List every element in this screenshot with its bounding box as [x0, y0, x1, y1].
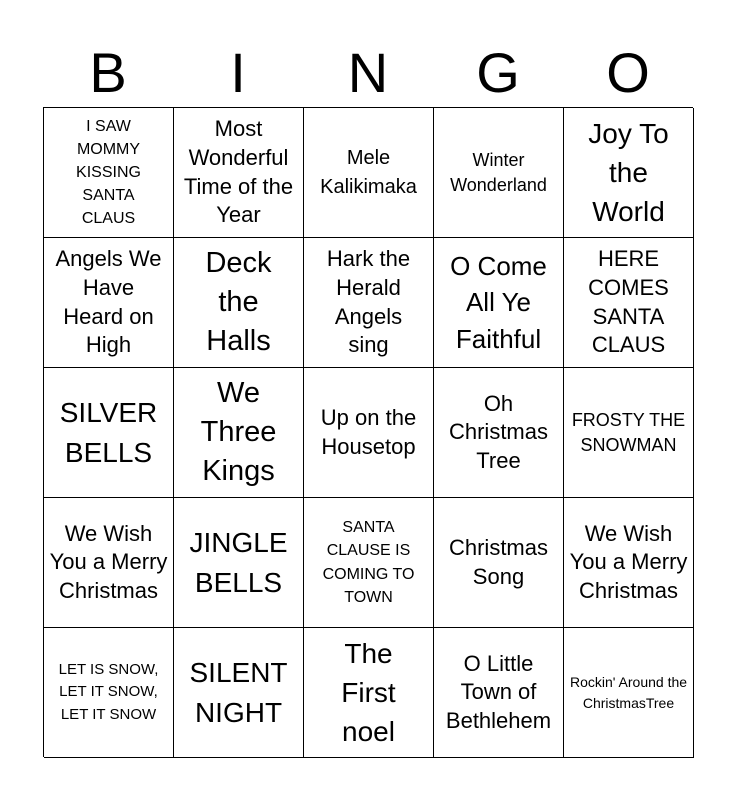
bingo-cell[interactable] — [174, 108, 304, 238]
bingo-cell[interactable] — [564, 108, 694, 238]
bingo-cell[interactable] — [304, 498, 434, 628]
bingo-cell[interactable] — [44, 368, 174, 498]
bingo-cell[interactable] — [304, 238, 434, 368]
cell-text: JINGLE BELLS — [189, 527, 288, 598]
bingo-cell[interactable] — [174, 238, 304, 368]
bingo-grid — [43, 107, 693, 757]
bingo-cell[interactable] — [434, 368, 564, 498]
bingo-cell[interactable] — [304, 368, 434, 498]
header-letter-o: O — [606, 41, 650, 104]
bingo-cell[interactable] — [44, 238, 174, 368]
cell-text: SANTA CLAUSE IS COMING TO TOWN — [322, 519, 415, 606]
cell-text: Rockin' Around the ChristmasTree — [569, 674, 688, 711]
bingo-cell[interactable] — [564, 368, 694, 498]
bingo-cell[interactable] — [564, 238, 694, 368]
cell-text: SILENT NIGHT — [189, 657, 288, 728]
cell-text: LET IS SNOW, LET IT SNOW, LET IT SNOW — [58, 660, 159, 723]
cell-text: Christmas Song — [448, 534, 548, 589]
cell-text: Mele Kalikimaka — [320, 146, 417, 198]
bingo-cell[interactable] — [44, 108, 174, 238]
bingo-cell[interactable] — [174, 628, 304, 758]
cell-text: Oh Christmas Tree — [448, 390, 548, 473]
cell-text: Most Wonderful Time of the Year — [183, 116, 294, 228]
cell-text: HERE COMES SANTA CLAUS — [588, 246, 669, 358]
bingo-cell[interactable] — [434, 628, 564, 758]
bingo-cell[interactable] — [304, 628, 434, 758]
bingo-cell[interactable] — [564, 498, 694, 628]
cell-text: We Three Kings — [200, 376, 277, 488]
bingo-cell[interactable] — [434, 238, 564, 368]
bingo-cell[interactable] — [564, 628, 694, 758]
cell-text: Joy To the World — [588, 117, 669, 228]
cell-text: Deck the Halls — [205, 246, 272, 358]
bingo-cell[interactable] — [434, 108, 564, 238]
cell-text: O Come All Ye Faithful — [450, 250, 547, 354]
bingo-header — [43, 40, 693, 106]
cell-text: We Wish You a Merry Christmas — [49, 520, 168, 603]
cell-text: Hark the Herald Angels sing — [326, 246, 411, 358]
cell-text: We Wish You a Merry Christmas — [569, 520, 688, 603]
cell-text: I SAW MOMMY KISSING SANTA CLAUS — [76, 117, 141, 228]
bingo-cell[interactable] — [44, 498, 174, 628]
cell-text: SILVER BELLS — [59, 397, 158, 468]
cell-text: Winter Wonderland — [450, 150, 547, 195]
cell-text: FROSTY THE SNOWMAN — [571, 410, 686, 455]
cell-text: O Little Town of Bethlehem — [445, 650, 552, 733]
bingo-cell[interactable] — [174, 368, 304, 498]
bingo-cell[interactable] — [434, 498, 564, 628]
bingo-cell[interactable] — [304, 108, 434, 238]
cell-text: Angels We Have Heard on High — [55, 246, 162, 358]
bingo-cell[interactable] — [44, 628, 174, 758]
header-letter-n: N — [347, 41, 389, 104]
cell-text: Up on the Housetop — [320, 404, 417, 459]
header-letter-g: G — [476, 41, 520, 104]
cell-text: The First noel — [341, 637, 396, 748]
header-letter-b: B — [89, 41, 127, 104]
bingo-cell[interactable] — [174, 498, 304, 628]
header-letter-i: I — [230, 41, 246, 104]
